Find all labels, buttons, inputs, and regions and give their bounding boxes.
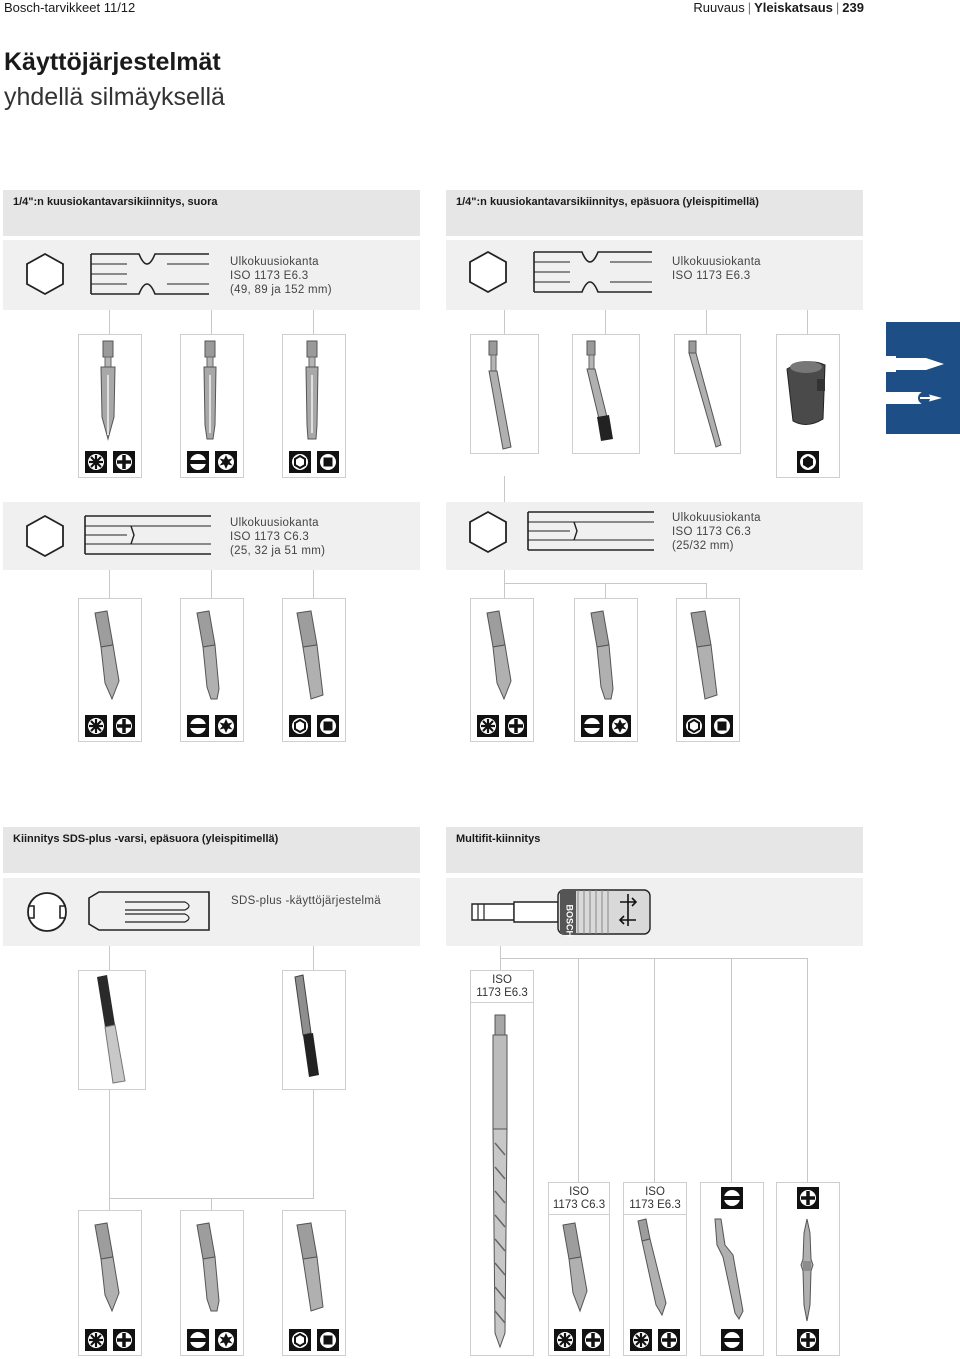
- short-bit-slotted-image: [181, 599, 243, 711]
- brand-logo: [563, 905, 576, 921]
- short-bit-pz-image: [79, 1211, 141, 1325]
- product-card-long-bit-hex-sq[interactable]: [282, 334, 346, 478]
- long-bit-slotted-image: [181, 335, 243, 447]
- phillips-icon: [113, 451, 135, 473]
- shank-text: [230, 516, 325, 558]
- nut-setter-image: [471, 335, 538, 453]
- tip-icons: [677, 711, 739, 741]
- long-bit-pz-image: [79, 335, 141, 447]
- shank-standard: ISO 1173 E6.3: [230, 270, 309, 282]
- tip-icons: [283, 447, 345, 477]
- hex-shank-c63-icon: [524, 508, 656, 554]
- shank-standard: ISO 1173 C6.3: [230, 531, 310, 543]
- page-subtitle: yhdellä silmäyksellä: [4, 83, 225, 111]
- tip-icons: [79, 1325, 141, 1355]
- long-bit-hex-image: [283, 335, 345, 447]
- phillips-icon: [113, 1329, 135, 1351]
- sds-profile-icon: [25, 890, 69, 934]
- double-bit-phillips-image: [777, 1215, 839, 1325]
- torx-icon: [215, 1329, 237, 1351]
- hex-icon: [289, 1329, 311, 1351]
- square-icon: [317, 451, 339, 473]
- multifit-panel: [446, 878, 863, 946]
- page-number: 239: [842, 0, 864, 15]
- tip-icons: [575, 711, 637, 741]
- tip-icons: [701, 1325, 763, 1355]
- short-bit-hex-image: [283, 1211, 345, 1325]
- hex-shank-c63-icon: [81, 512, 213, 558]
- tip-icons: [777, 447, 839, 477]
- section-title: Kiinnitys SDS-plus -varsi, epäsuora (yleispitimellä): [13, 833, 279, 845]
- pozidriv-icon: [85, 451, 107, 473]
- slotted-icon: [721, 1329, 743, 1351]
- slotted-icon: [187, 451, 209, 473]
- product-card-socket-adapter[interactable]: [776, 334, 840, 478]
- iso-label-line: 1173 C6.3: [552, 1199, 606, 1211]
- square-icon: [711, 715, 733, 737]
- short-bit-slotted-image: [181, 1211, 243, 1325]
- product-card-nut-setter[interactable]: [470, 334, 539, 454]
- pozidriv-icon: [85, 1329, 107, 1351]
- product-card-multifit-double-phillips[interactable]: [776, 1182, 840, 1356]
- product-card-sds-bit-hex-sq[interactable]: [282, 1210, 346, 1356]
- double-bit-slotted-image: [701, 1215, 763, 1325]
- short-bit-hex-image: [677, 599, 739, 711]
- section-title: 1/4":n kuusiokantavarsikiinnitys, suora: [13, 196, 218, 208]
- section-hex-straight: [3, 190, 420, 236]
- product-card-short-bit-pz-ph[interactable]: [78, 598, 142, 742]
- shank-panel-c63-bits: [3, 502, 420, 570]
- tip-icons: [283, 1325, 345, 1355]
- product-card-multifit-double-slotted[interactable]: [700, 1182, 764, 1356]
- shank-text: [672, 511, 761, 553]
- hexagon-icon: [25, 252, 65, 296]
- sds-shank-icon: [85, 888, 213, 934]
- slotted-icon: [187, 1329, 209, 1351]
- pozidriv-icon: [554, 1329, 576, 1351]
- tip-icons: [181, 1325, 243, 1355]
- hex-icon: [683, 715, 705, 737]
- pozidriv-icon: [477, 715, 499, 737]
- section-hex-indirect: [446, 190, 863, 236]
- short-bit-slotted-image: [575, 599, 637, 711]
- header-right: Ruuvaus | Yleiskatsaus | 239: [693, 0, 864, 15]
- torx-icon: [609, 715, 631, 737]
- tip-icons: [283, 711, 345, 741]
- short-bit-pz-image: [79, 599, 141, 711]
- phillips-icon: [505, 715, 527, 737]
- product-card-short-bit-pz-ph[interactable]: [470, 598, 534, 742]
- shank-lengths: (25, 32 ja 51 mm): [230, 545, 326, 557]
- tip-icons: [624, 1325, 686, 1355]
- short-bit-hex-image: [283, 599, 345, 711]
- product-card-short-bit-hex-sq[interactable]: [282, 598, 346, 742]
- header-left: Bosch-tarvikkeet 11/12: [4, 0, 136, 15]
- short-bit-pz-image: [471, 599, 533, 711]
- shank-lengths: (49, 89 ja 152 mm): [230, 284, 332, 296]
- torx-icon: [215, 451, 237, 473]
- phillips-icon: [113, 715, 135, 737]
- product-card-long-bit-sl-tx[interactable]: [180, 334, 244, 478]
- hexagon-icon: [25, 514, 65, 558]
- hex-shank-e63-icon: [87, 250, 211, 298]
- tip-icons: [777, 1325, 839, 1355]
- iso-label-line: 1173 E6.3: [629, 1199, 681, 1211]
- square-icon: [317, 715, 339, 737]
- iso-label-line: 1173 E6.3: [476, 987, 528, 999]
- product-card-sds-bit-sl-tx[interactable]: [180, 1210, 244, 1356]
- shank-type: SDS-plus -käyttöjärjestelmä: [231, 895, 381, 907]
- hex-socket-icon: [797, 451, 819, 473]
- shank-type: Ulkokuusiokanta: [230, 517, 319, 529]
- universal-holder-image: [573, 335, 639, 453]
- tip-icons: [181, 447, 243, 477]
- screwdriver-bits-icon: [886, 322, 960, 434]
- iso-label: [470, 970, 534, 1004]
- shank-standard: ISO 1173 E6.3: [672, 270, 751, 282]
- shank-panel-e63-long: [3, 240, 420, 310]
- shank-panel-sds: [3, 878, 420, 946]
- iso-label: [623, 1182, 687, 1216]
- phillips-icon: [658, 1329, 680, 1351]
- phillips-icon: [797, 1187, 819, 1209]
- shank-type: Ulkokuusiokanta: [672, 512, 761, 524]
- hex-icon: [289, 715, 311, 737]
- socket-adapter-image: [777, 335, 839, 447]
- pozidriv-icon: [630, 1329, 652, 1351]
- section-title: Multifit-kiinnitys: [456, 833, 541, 845]
- long-bit-pz-image: [624, 1215, 686, 1325]
- product-card-sds-holder-quick[interactable]: [282, 970, 346, 1090]
- slotted-icon: [721, 1187, 743, 1209]
- shank-type: Ulkokuusiokanta: [230, 256, 319, 268]
- tip-icons: [777, 1183, 839, 1213]
- hex-shank-e63-icon: [530, 248, 654, 296]
- iso-label-line: ISO: [492, 974, 512, 986]
- header-subsection: Yleiskatsaus: [754, 0, 833, 15]
- product-card-long-bit-pz-ph[interactable]: [78, 334, 142, 478]
- shank-text: [672, 255, 761, 283]
- short-bit-pz-image: [549, 1215, 609, 1325]
- hexagon-icon: [468, 250, 508, 294]
- section-sds-indirect: [3, 827, 420, 873]
- tip-icons: [549, 1325, 609, 1355]
- pozidriv-icon: [85, 715, 107, 737]
- iso-label: [548, 1182, 610, 1216]
- phillips-icon: [582, 1329, 604, 1351]
- product-card-universal-holder[interactable]: [572, 334, 640, 454]
- hexagon-icon: [468, 510, 508, 554]
- product-card-short-bit-hex-sq[interactable]: [676, 598, 740, 742]
- extension-bar-image: [675, 335, 740, 453]
- chapter-tab: [886, 322, 960, 434]
- hex-icon: [289, 451, 311, 473]
- tip-icons: [79, 711, 141, 741]
- shank-panel-c63-holder: [446, 502, 863, 570]
- product-card-multifit-drill[interactable]: [470, 1002, 534, 1356]
- shank-panel-e63-holder: [446, 240, 863, 310]
- iso-label-line: ISO: [645, 1186, 665, 1198]
- square-icon: [317, 1329, 339, 1351]
- shank-text: [230, 255, 332, 297]
- phillips-icon: [797, 1329, 819, 1351]
- shank-type: Ulkokuusiokanta: [672, 256, 761, 268]
- sds-holder-image: [79, 971, 145, 1089]
- product-card-multifit-c63-bit[interactable]: [548, 1214, 610, 1356]
- tip-icons: [181, 711, 243, 741]
- sds-holder-quick-image: [283, 971, 345, 1089]
- section-multifit: [446, 827, 863, 873]
- product-card-sds-bit-pz-ph[interactable]: [78, 1210, 142, 1356]
- hss-drill-image: [471, 1003, 533, 1355]
- product-card-extension[interactable]: [674, 334, 741, 454]
- page-title: Käyttöjärjestelmät: [4, 48, 221, 76]
- tip-icons: [79, 447, 141, 477]
- slotted-icon: [581, 715, 603, 737]
- shank-standard: ISO 1173 C6.3: [672, 526, 752, 538]
- product-card-sds-holder-magnetic[interactable]: [78, 970, 146, 1090]
- shank-lengths: (25/32 mm): [672, 540, 734, 552]
- product-card-multifit-e63-bit[interactable]: [623, 1214, 687, 1356]
- header-section: Ruuvaus: [693, 0, 745, 15]
- iso-label-line: ISO: [569, 1186, 589, 1198]
- torx-icon: [215, 715, 237, 737]
- product-card-short-bit-sl-tx[interactable]: [180, 598, 244, 742]
- section-title: 1/4":n kuusiokantavarsikiinnitys, epäsuora (yleispitimellä): [456, 196, 759, 208]
- shank-text: [231, 894, 381, 908]
- tip-icons: [701, 1183, 763, 1213]
- tip-icons: [471, 711, 533, 741]
- slotted-icon: [187, 715, 209, 737]
- product-card-short-bit-sl-tx[interactable]: [574, 598, 638, 742]
